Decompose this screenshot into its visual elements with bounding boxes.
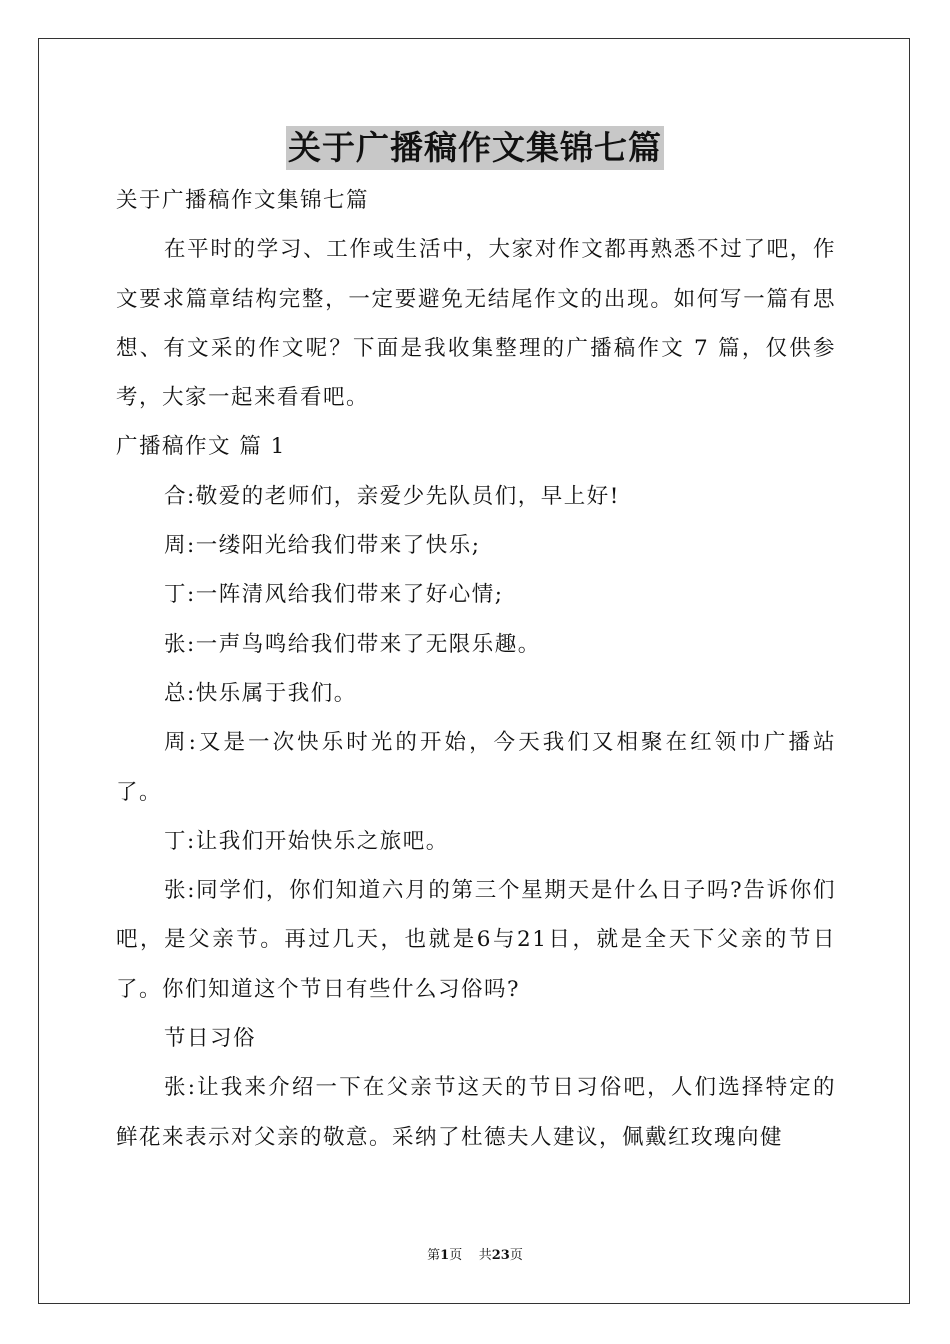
- document-title: 关于广播稿作文集锦七篇: [286, 126, 664, 170]
- paragraph: 张:一声鸟鸣给我们带来了无限乐趣。: [164, 631, 541, 657]
- paragraph: 周:又是一次快乐时光的开始，今天我们又相聚在红领巾广播站了。: [116, 730, 836, 805]
- footer-suffix: 页: [509, 1248, 523, 1263]
- paragraph: 丁:一阵清风给我们带来了好心情;: [164, 582, 504, 608]
- section-heading-1: 广播稿作文 篇 1: [116, 434, 286, 460]
- paragraph: 总:快乐属于我们。: [164, 680, 357, 706]
- paragraph: 周:一缕阳光给我们带来了快乐;: [164, 533, 481, 559]
- paragraph: 张:同学们，你们知道六月的第三个星期天是什么日子吗?告诉你们吧，是父亲节。再过几天，也就是6与21日，就是全天下父亲的节日了。你们知道这个节日有些什么习俗吗?: [116, 878, 836, 1002]
- document-body: [116, 176, 836, 1162]
- page-footer: [0, 1246, 950, 1266]
- paragraph-heading: 关于广播稿作文集锦七篇: [116, 188, 370, 213]
- footer-page-total: 23: [491, 1248, 510, 1263]
- paragraph: 合:敬爱的老师们，亲爱少先队员们，早上好!: [164, 483, 620, 509]
- subheading-festival-customs: 节日习俗: [164, 1026, 257, 1052]
- paragraph: 丁:让我们开始快乐之旅吧。: [164, 828, 449, 854]
- title-container: [0, 126, 950, 170]
- paragraph: 张:让我来介绍一下在父亲节这天的节日习俗吧，人们选择特定的鲜花来表示对父亲的敬意。采纳了杜德夫人建议，佩戴红玫瑰向健: [116, 1075, 836, 1150]
- paragraph-intro: 在平时的学习、工作或生活中，大家对作文都再熟悉不过了吧，作文要求篇章结构完整，一定要避免无结尾作文的出现。如何写一篇有思想、有文采的作文呢？下面是我收集整理的广播稿作文 7 篇，仅供参考，大家一起来看看吧。: [116, 237, 836, 411]
- footer-prefix: 第: [427, 1248, 441, 1263]
- footer-page-current: 1: [440, 1248, 450, 1263]
- footer-mid: 页 共: [449, 1248, 492, 1263]
